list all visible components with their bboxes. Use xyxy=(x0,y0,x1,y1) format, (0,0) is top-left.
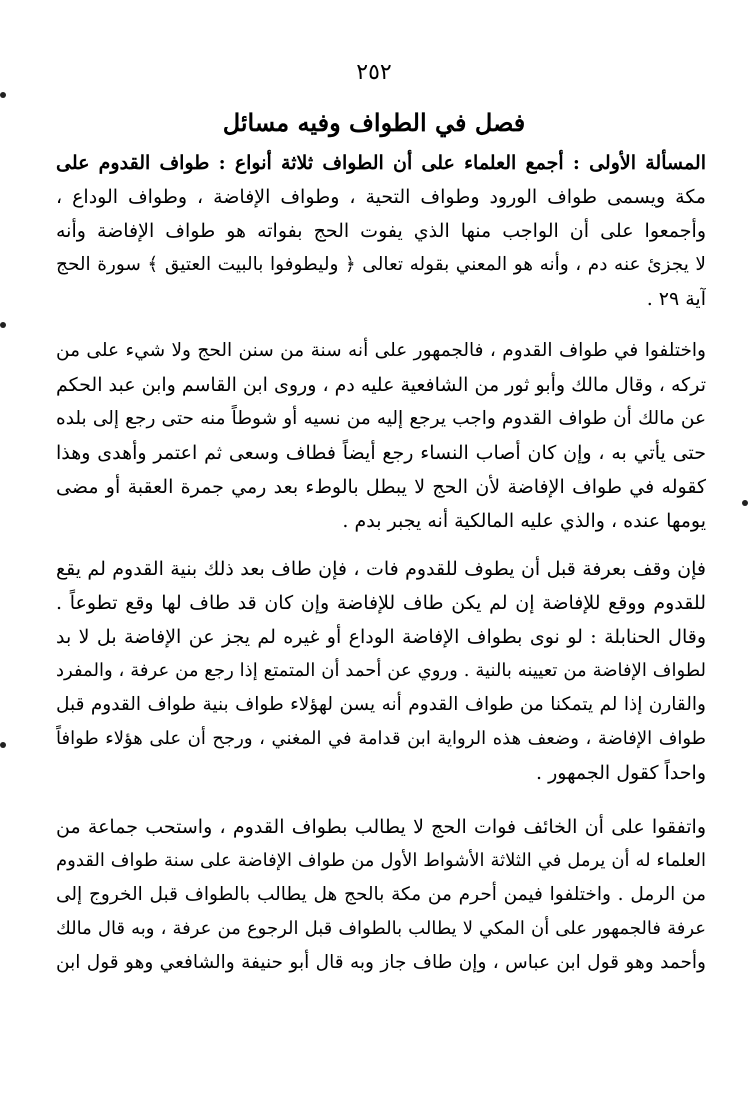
text-line: طواف الإفاضة ، وضعف هذه الرواية ابن قدامة في المغني ، ورجح أن على هؤلاء طوافاً xyxy=(56,728,706,749)
text-line: المسألة الأولى : أجمع العلماء على أن الطواف ثلاثة أنواع : طواف القدوم على xyxy=(56,152,706,174)
text-line: للقدوم ووقع للإفاضة إن لم يكن طاف للإفاضة وإن كان قد طاف لها وقع تطوعاً . xyxy=(56,592,706,614)
text-line: كقوله في طواف الإفاضة لأن الحج لا يبطل بالوطء بعد رمي جمرة العقبة أو مضى xyxy=(56,476,706,498)
scan-edge-mark xyxy=(0,92,6,98)
text-line: وأجمعوا على أن الواجب منها الذي يفوت الحج بفواته هو طواف الإفاضة وأنه xyxy=(56,220,706,242)
paragraph-2 xyxy=(56,334,706,538)
text-line: العلماء له أن يرمل في الثلاثة الأشواط الأول من طواف الإفاضة على سنة طواف القدوم xyxy=(56,850,706,871)
text-line: من الرمل . واختلفوا فيمن أحرم من مكة بالحج هل يطالب بالطواف قبل الخروج إلى xyxy=(56,884,706,905)
text-line: آية ٢٩ . xyxy=(646,288,706,310)
text-line: فإن وقف بعرفة قبل أن يطوف للقدوم فات ، فإن طاف بعد ذلك بنية القدوم لم يقع xyxy=(56,558,706,580)
text-line: حتى يأتي به ، وإن كان أصاب النساء رجع أيضاً فطاف وسعى ثم اعتمر وأهدى وهذا xyxy=(56,442,706,464)
paragraph-3 xyxy=(56,552,706,790)
text-line: يومها عنده ، والذي عليه المالكية أنه يجبر بدم . xyxy=(342,510,706,532)
text-line: وقال الحنابلة : لو نوى بطواف الإفاضة الوداع أو غيره لم يجز عن الإفاضة بل لا بد xyxy=(56,626,706,648)
chapter-title: فصل في الطواف وفيه مسائل xyxy=(222,108,526,137)
text-line: واحداً كقول الجمهور . xyxy=(536,762,706,784)
scan-edge-mark xyxy=(0,742,6,748)
text-line: والقارن إذا لم يتمكنا من طواف القدوم أنه يسن لهؤلاء طواف بنية طواف القدوم قبل xyxy=(56,694,706,715)
text-line: واختلفوا في طواف القدوم ، فالجمهور على أنه سنة من سنن الحج ولا شيء على من xyxy=(56,340,706,361)
scan-edge-mark xyxy=(742,500,748,506)
text-line: واتفقوا على أن الخائف فوات الحج لا يطالب بطواف القدوم ، واستحب جماعة من xyxy=(56,816,706,838)
text-line: مكة ويسمى طواف الورود وطواف التحية ، وطواف الإفاضة ، وطواف الوداع ، xyxy=(56,186,706,208)
scan-edge-mark xyxy=(0,322,6,328)
text-line: عرفة فالجمهور على أن المكي لا يطالب بالطواف قبل الرجوع من عرفة ، وبه قال مالك xyxy=(56,918,706,939)
paragraph-4 xyxy=(56,810,706,980)
paragraph-1 xyxy=(56,146,706,316)
text-line: لطواف الإفاضة من تعيينه بالنية . وروي عن أحمد أن المتمتع إذا رجع من عرفة ، والمفرد xyxy=(56,660,706,681)
text-line: عن مالك أن طواف القدوم واجب يرجع إليه من نسيه أو شوطاً منه حتى رجع إلى بلده xyxy=(56,408,706,429)
text-line: وأحمد وهو قول ابن عباس ، وإن طاف جاز وبه قال أبو حنيفة والشافعي وهو قول ابن xyxy=(56,952,706,973)
text-line: لا يجزئ عنه دم ، وأنه هو المعني بقوله تعالى ﴿ وليطوفوا بالبيت العتيق ﴾ سورة الحج xyxy=(56,254,706,275)
page-number: ٢٥٢ xyxy=(356,60,392,85)
text-line: تركه ، وقال مالك وأبو ثور من الشافعية عليه دم ، وروى ابن القاسم وابن عبد الحكم xyxy=(56,374,706,396)
